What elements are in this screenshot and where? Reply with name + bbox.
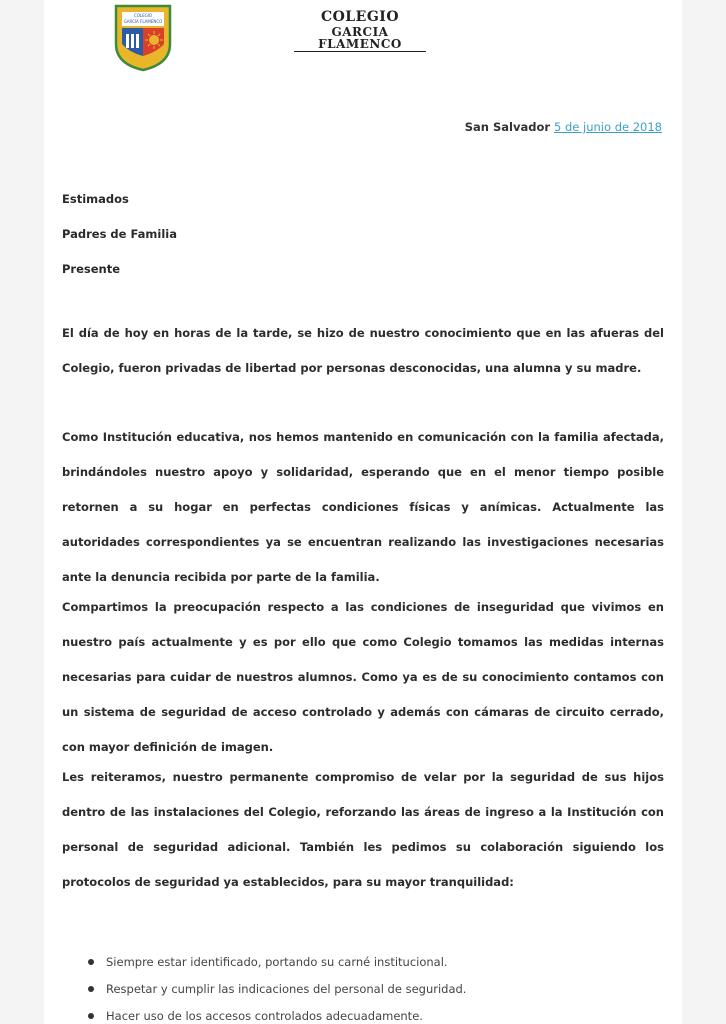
list-item [84, 977, 466, 1004]
page-margin-left [0, 0, 44, 1024]
svg-text:GARCIA FLAMENCO: GARCIA FLAMENCO [123, 19, 163, 24]
bullet-icon [88, 959, 94, 965]
logo-underline [294, 51, 426, 52]
svg-text:COLEGIO: COLEGIO [133, 13, 153, 18]
paragraph-3: Compartimos la preocupación respecto a las condiciones de inseguridad que vivimos en nuestro país actualmente y es por ello que como Colegio tomamos las medidas internas necesarias para cuidar de nuestros alumnos. Como ya es de su conocimiento contamos con un sistema de seguridad de acceso controlado y además con cámaras de circuito cerrado, con mayor definición de imagen. [62, 600, 664, 754]
paragraph-4: Les reiteramos, nuestro permanente compromiso de velar por la seguridad de sus hijos dentro de las instalaciones del Colegio, reforzando las áreas de ingreso a la Institución con personal de seguridad adicional. También les pedimos su colaboración siguiendo los protocolos de seguridad ya establecidos, para su mayor tranquilidad: [62, 770, 664, 889]
paragraph-1: El día de hoy en horas de la tarde, se hizo de nuestro conocimiento que en las afueras del Colegio, fueron privadas de libertad por personas desconocidas, una alumna y su madre. [62, 326, 664, 375]
date-line [465, 120, 662, 134]
list-item-text: Siempre estar identificado, portando su carné institucional. [106, 955, 448, 969]
bullet-icon [88, 986, 94, 992]
list-item [84, 950, 466, 977]
school-crest-icon [114, 4, 172, 72]
salutation-line-1: Estimados [62, 192, 129, 206]
salutation-line-2: Padres de Familia [62, 227, 177, 241]
city: San Salvador [464, 120, 551, 134]
page-margin-right [682, 0, 726, 1024]
logo-line-1: COLEGIO [320, 9, 400, 25]
letter-page [44, 0, 682, 1024]
date-link[interactable]: 5 de junio de 2018 [554, 120, 662, 134]
list-item-text: Respetar y cumplir las indicaciones del personal de seguridad. [106, 982, 467, 996]
bullet-icon [88, 1013, 94, 1019]
school-logo-text [290, 10, 430, 52]
security-protocol-list [84, 950, 466, 1024]
logo-line-2: GARCIA FLAMENCO [318, 25, 402, 51]
paragraph-2: Como Institución educativa, nos hemos mantenido en comunicación con la familia afectada, brindándoles nuestro apoyo y solidaridad, esperando que en el menor tiempo posible retornen a su hogar en perfectas condiciones físicas y anímicas. Actualmente las autoridades correspondientes ya se encuentran realizando las investigaciones necesarias ante la denuncia recibida por parte de la familia. [62, 430, 664, 584]
list-item [84, 1004, 466, 1024]
salutation-line-3: Presente [62, 262, 121, 276]
salutation [62, 190, 177, 295]
list-item-text: Hacer uso de los accesos controlados adecuadamente. [106, 1009, 423, 1023]
